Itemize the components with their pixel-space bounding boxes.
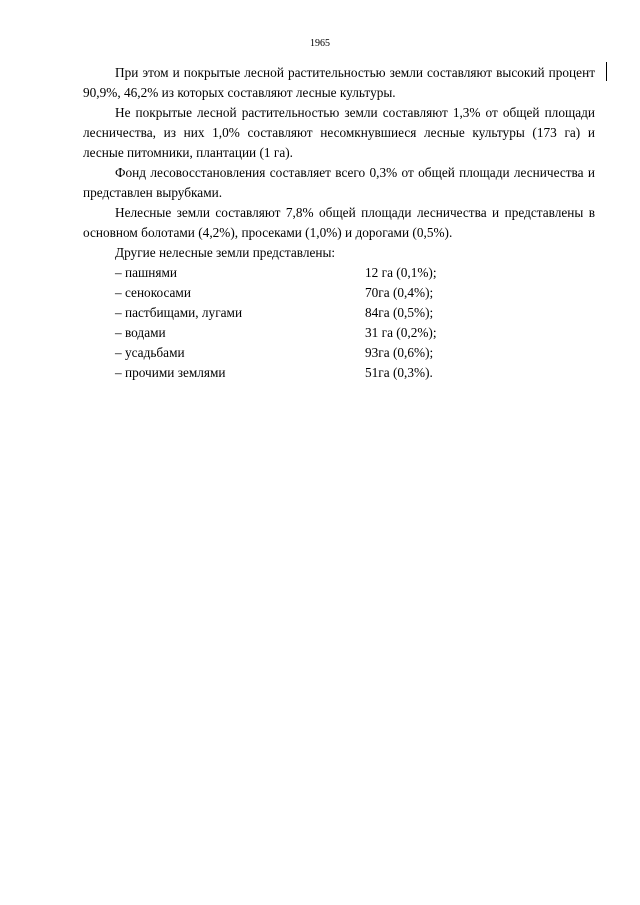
list-item-value: 51га (0,3%). xyxy=(365,365,433,380)
list-item-label: – пашнями xyxy=(115,265,177,280)
page-number: 1965 xyxy=(310,38,330,49)
other-lands-list xyxy=(83,263,595,383)
list-item-value: 31 га (0,2%); xyxy=(365,325,437,340)
list-item-value: 84га (0,5%); xyxy=(365,305,434,320)
list-item xyxy=(83,303,595,323)
paragraph-not-covered: Не покрытые лесной растительностью земли составляют 1,3% от общей площади лесничества, из них 1,0% составляют несомкнувшиеся лесные культуры (173 га) и лесные питомники, плантации (1 га). xyxy=(83,105,595,160)
paragraph-non-forest-lands: Нелесные земли составляют 7,8% общей площади лесничества и представлены в основном болотами (4,2%), просеками (1,0%) и дорогами (0,5%). xyxy=(83,205,595,240)
list-item xyxy=(83,343,595,363)
list-item xyxy=(83,263,595,283)
paragraph-forest-covered: При этом и покрытые лесной растительностью земли составляют высокий процент 90,9%, 46,2% из которых составляют лесные культуры. xyxy=(83,65,595,100)
list-item xyxy=(83,363,595,383)
list-item xyxy=(83,323,595,343)
paragraph-other-lands-intro: Другие нелесные земли представлены: xyxy=(115,245,336,260)
margin-line-mark xyxy=(606,62,607,81)
list-item-value: 12 га (0,1%); xyxy=(365,265,437,280)
list-item-label: – усадьбами xyxy=(115,345,185,360)
paragraph-reforestation-fund: Фонд лесовосстановления составляет всего 0,3% от общей площади лесничества и представлен вырубками. xyxy=(83,165,595,200)
list-item-label: – водами xyxy=(115,325,166,340)
list-item-label: – прочими землями xyxy=(115,365,226,380)
list-item xyxy=(83,283,595,303)
document-body xyxy=(83,63,595,383)
list-item-label: – пастбищами, лугами xyxy=(115,305,243,320)
list-item-value: 93га (0,6%); xyxy=(365,345,434,360)
list-item-label: – сенокосами xyxy=(115,285,191,300)
list-item-value: 70га (0,4%); xyxy=(365,285,434,300)
